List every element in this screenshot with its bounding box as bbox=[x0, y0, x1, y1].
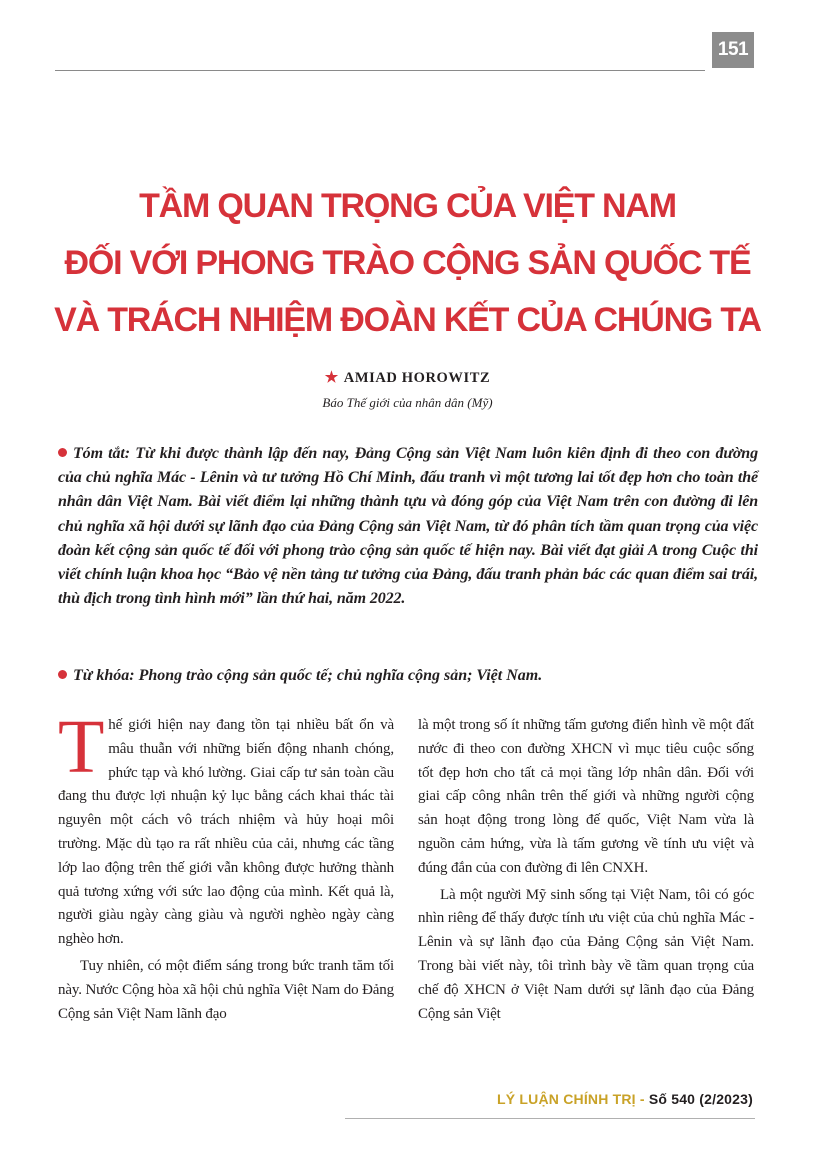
footer-rule bbox=[345, 1118, 755, 1119]
title-line-3: VÀ TRÁCH NHIỆM ĐOÀN KẾT CỦA CHÚNG TA bbox=[54, 301, 761, 339]
author-name: AMIAD HOROWITZ bbox=[343, 370, 491, 386]
keywords bbox=[58, 664, 758, 688]
title-line-1: TẦM QUAN TRỌNG CỦA VIỆT NAM bbox=[139, 187, 676, 225]
abstract bbox=[58, 442, 758, 611]
author-line bbox=[0, 368, 815, 387]
footer-separator: - bbox=[635, 1091, 649, 1107]
body-column-right bbox=[418, 714, 754, 1026]
author-affiliation: Báo Thế giới của nhân dân (Mỹ) bbox=[322, 395, 493, 410]
body-column-left bbox=[58, 705, 394, 1026]
page-number: 151 bbox=[712, 32, 754, 68]
bullet-icon bbox=[58, 670, 67, 679]
abstract-text: Từ khi được thành lập đến nay, Đảng Cộng sản Việt Nam luôn kiên định đi theo con đường của chủ nghĩa Mác - Lênin và tư tưởng Hồ Chí Minh, đấu tranh vì một tương lai tốt đẹp hơn cho toàn thể nhân dân Việt Nam. Bài viết điểm lại những thành tựu và đóng góp của Việt Nam trên con đường đi lên chủ nghĩa xã hội dưới sự lãnh đạo của Đảng Cộng sản Việt Nam, từ đó phân tích tầm quan trọng của việc đoàn kết cộng sản quốc tế đối với phong trào cộng sản quốc tế hiện nay. Bài viết đạt giải A trong Cuộc thi viết chính luận khoa học “Bảo vệ nền tảng tư tưởng của Đảng, đấu tranh phản bác các quan điểm sai trái, thù địch trong tình hình mới” lần thứ hai, năm 2022. bbox=[58, 445, 759, 608]
star-icon: ★ bbox=[324, 370, 339, 386]
bullet-icon bbox=[58, 448, 67, 457]
body-paragraph bbox=[58, 705, 394, 952]
issue-number: Số 540 (2/2023) bbox=[648, 1091, 753, 1107]
keywords-text: Phong trào cộng sản quốc tế; chủ nghĩa cộng sản; Việt Nam. bbox=[134, 667, 543, 684]
body-paragraph: Là một người Mỹ sinh sống tại Việt Nam, tôi có góc nhìn riêng để thấy được tính ưu việt của chủ nghĩa Mác - Lênin và sự lãnh đạo của Đảng Cộng sản Việt Nam. Trong bài viết này, tôi trình bày về tầm quan trọng của chế độ XHCN ở Việt Nam dưới sự lãnh đạo của Đảng Cộng sản Việt bbox=[418, 886, 754, 1022]
title-line-2: ĐỐI VỚI PHONG TRÀO CỘNG SẢN QUỐC TẾ bbox=[64, 244, 751, 282]
drop-cap: T bbox=[58, 705, 105, 789]
header-rule bbox=[55, 70, 705, 71]
running-footer bbox=[497, 1091, 753, 1107]
paragraph-text: hế giới hiện nay đang tồn tại nhiều bất ổn và mâu thuẫn với những biến động nhanh chóng, phức tạp và khó lường. Giai cấp tư sản toàn cầu đang thu được lợi nhuận kỷ lục bằng cách khai thác tài nguyên một cách vô trách nhiệm và hủy hoại môi trường. Mặc dù tạo ra rất nhiều của cải, nhưng các tầng lớp lao động trên thế giới vẫn không được hưởng thành quả tương xứng với sức lao động của mình. Kết quả là, người giàu ngày càng giàu và người nghèo ngày càng nghèo hơn. bbox=[58, 717, 394, 948]
body-paragraph: Tuy nhiên, có một điểm sáng trong bức tranh tăm tối này. Nước Cộng hòa xã hội chủ nghĩa Việt Nam do Đảng Cộng sản Việt Nam lãnh đạo bbox=[58, 957, 394, 1022]
body-paragraph: là một trong số ít những tấm gương điển hình về một đất nước đi theo con đường XHCN vì mục tiêu cuộc sống tốt đẹp hơn cho tất cả mọi tầng lớp nhân dân. Đối với giai cấp công nhân trên thế giới và những người cộng sản hoạt động trong lòng đế quốc, Việt Nam vừa là nguồn cảm hứng, vừa là tấm gương về tính ưu việt và đúng đắn của con đường đi lên CNXH. bbox=[418, 717, 754, 876]
article-title bbox=[40, 178, 775, 349]
abstract-label: Tóm tắt: bbox=[73, 445, 131, 462]
keywords-label: Từ khóa: bbox=[73, 667, 135, 684]
journal-name: LÝ LUẬN CHÍNH TRỊ bbox=[497, 1091, 636, 1107]
